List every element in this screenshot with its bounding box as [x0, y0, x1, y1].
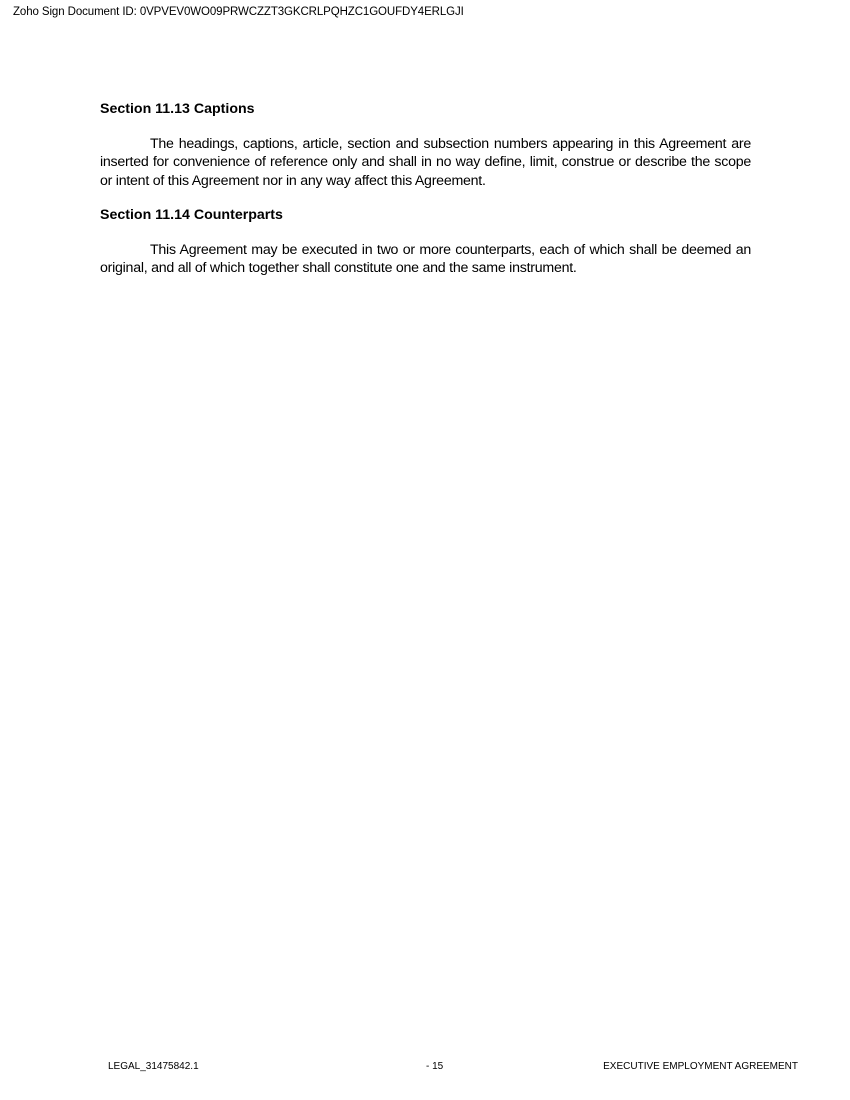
section-counterparts [100, 206, 751, 278]
section-paragraph: The headings, captions, article, section and subsection numbers appearing in this Agreement are inserted for convenience of reference only and shall in no way define, limit, construe or describe the scope or intent of this Agreement nor in any way affect this Agreement. [100, 135, 751, 189]
section-paragraph: This Agreement may be executed in two or more counterparts, each of which shall be deemed an original, and all of which together shall constitute one and the same instrument. [100, 241, 751, 276]
document-body [100, 100, 751, 294]
section-heading: Section 11.13 Captions [100, 101, 255, 117]
document-id-header: Zoho Sign Document ID: 0VPVEV0WO09PRWCZZT3GKCRLPQHZC1GOUFDY4ERLGJI [13, 6, 464, 18]
section-captions [100, 100, 751, 190]
section-heading: Section 11.14 Counterparts [100, 207, 283, 223]
footer-document-code: LEGAL_31475842.1 [108, 1061, 199, 1072]
footer-page-number: - 15 [426, 1061, 444, 1072]
footer-document-title: EXECUTIVE EMPLOYMENT AGREEMENT [603, 1061, 798, 1072]
